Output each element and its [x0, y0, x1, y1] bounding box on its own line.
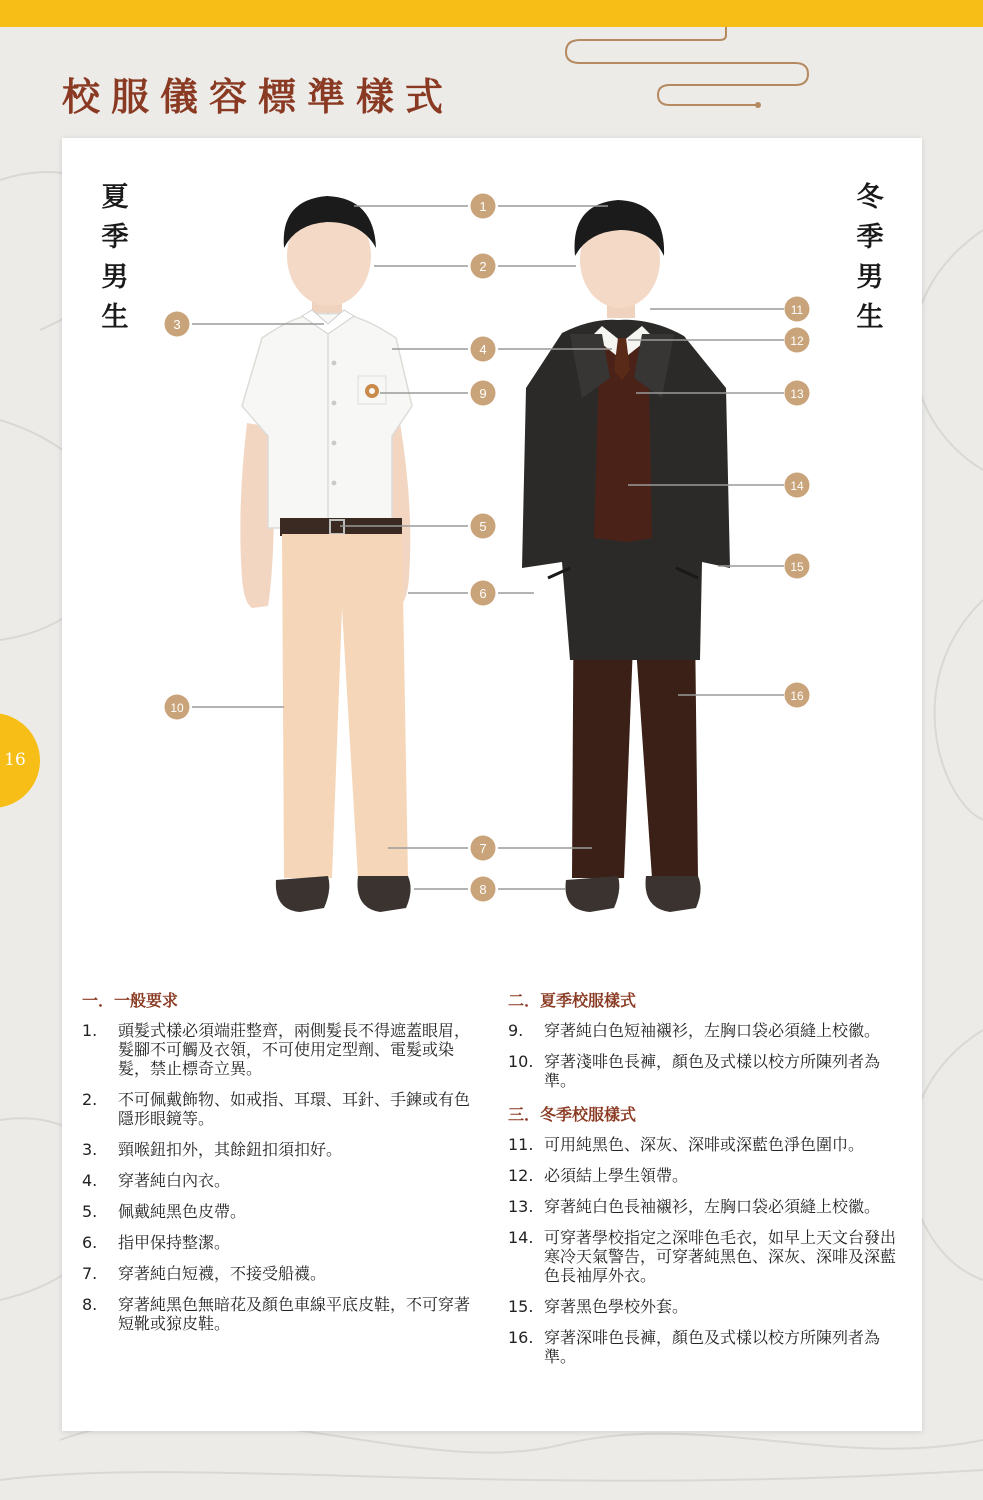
page-number: 16 — [4, 750, 26, 770]
list-item: 4. 穿著純白內衣。 — [82, 1171, 231, 1190]
section-title: 二．夏季校服樣式 — [508, 991, 637, 1010]
svg-text:14: 14 — [790, 479, 804, 493]
marker-2 — [471, 254, 496, 279]
svg-text:7: 7 — [479, 841, 487, 856]
marker-7 — [471, 836, 496, 861]
marker-6 — [471, 581, 496, 606]
svg-text:1: 1 — [479, 199, 487, 214]
list-item: 13. 穿著純白色長袖襯衫，左胸口袋必須縫上校徽。 — [508, 1197, 881, 1216]
svg-text:11: 11 — [790, 303, 804, 317]
list-item: 16. 穿著深啡色長褲，顏色及式樣以校方所陳列者為準。 — [508, 1328, 881, 1366]
svg-text:15: 15 — [790, 560, 804, 574]
list-item: 6. 指甲保持整潔。 — [82, 1233, 231, 1252]
svg-text:16: 16 — [790, 689, 804, 703]
marker-11 — [785, 297, 810, 322]
marker-1 — [471, 194, 496, 219]
list-item: 8. 穿著純黑色無暗花及顏色車線平底皮鞋，不可穿著短靴或猄皮鞋。 — [82, 1295, 471, 1333]
summer-boy-figure — [240, 196, 412, 912]
decorative-lines — [540, 25, 820, 115]
uniform-illustration — [62, 138, 922, 938]
svg-text:13: 13 — [790, 387, 804, 401]
marker-8 — [471, 877, 496, 902]
marker-3 — [165, 312, 190, 337]
svg-text:4: 4 — [479, 342, 487, 357]
list-item: 3. 頸喉鈕扣外，其餘鈕扣須扣好。 — [82, 1140, 343, 1159]
list-item: 12. 必須結上學生領帶。 — [508, 1166, 689, 1185]
section-summer-uniform — [508, 988, 904, 1378]
list-item: 15. 穿著黑色學校外套。 — [508, 1297, 689, 1316]
marker-12 — [785, 328, 810, 353]
marker-14 — [785, 473, 810, 498]
list-item: 7. 穿著純白短襪，不接受船襪。 — [82, 1264, 327, 1283]
marker-9 — [471, 381, 496, 406]
section-title: 一．一般要求 — [82, 991, 179, 1010]
marker-15 — [785, 554, 810, 579]
marker-10 — [165, 695, 190, 720]
marker-16 — [785, 683, 810, 708]
list-item: 5. 佩戴純黑色皮帶。 — [82, 1202, 247, 1221]
list-item: 2. 不可佩戴飾物、如戒指、耳環、耳針、手鍊或有色隱形眼鏡等。 — [82, 1090, 471, 1128]
section-title-winter: 三．冬季校服樣式 — [508, 1105, 637, 1124]
page-title: 校服儀容標準樣式 — [62, 75, 455, 119]
list-item: 9. 穿著純白色短袖襯衫，左胸口袋必須縫上校徽。 — [508, 1021, 881, 1040]
svg-text:9: 9 — [479, 386, 487, 401]
svg-text:12: 12 — [790, 334, 804, 348]
marker-13 — [785, 381, 810, 406]
svg-text:3: 3 — [173, 317, 181, 332]
marker-4 — [471, 337, 496, 362]
list-item: 11. 可用純黑色、深灰、深啡或深藍色淨色圍巾。 — [508, 1135, 865, 1154]
list-item: 1. 頭髮式樣必須端莊整齊，兩側髮長不得遮蓋眼眉，髮腳不可觸及衣領，不可使用定型劑、電髮或染髮，禁止標奇立異。 — [82, 1021, 471, 1078]
marker-5 — [471, 514, 496, 539]
winter-boy-figure — [522, 200, 730, 912]
winter-male-label: 冬季男生 — [856, 182, 884, 333]
top-accent-bar — [0, 0, 983, 27]
list-item: 10. 穿著淺啡色長褲，顏色及式樣以校方所陳列者為準。 — [508, 1052, 881, 1090]
svg-text:2: 2 — [479, 259, 487, 274]
summer-male-label: 夏季男生 — [101, 182, 129, 333]
svg-text:10: 10 — [170, 701, 184, 715]
list-item: 14. 可穿著學校指定之深啡色毛衣，如早上天文台發出寒冷天氣警告，可穿著純黑色、深灰、深啡及深藍色長袖厚外衣。 — [508, 1228, 897, 1285]
section-general — [82, 988, 480, 1345]
svg-text:5: 5 — [479, 519, 487, 534]
content-panel — [62, 138, 922, 1431]
svg-text:8: 8 — [479, 882, 487, 897]
svg-text:6: 6 — [479, 586, 487, 601]
